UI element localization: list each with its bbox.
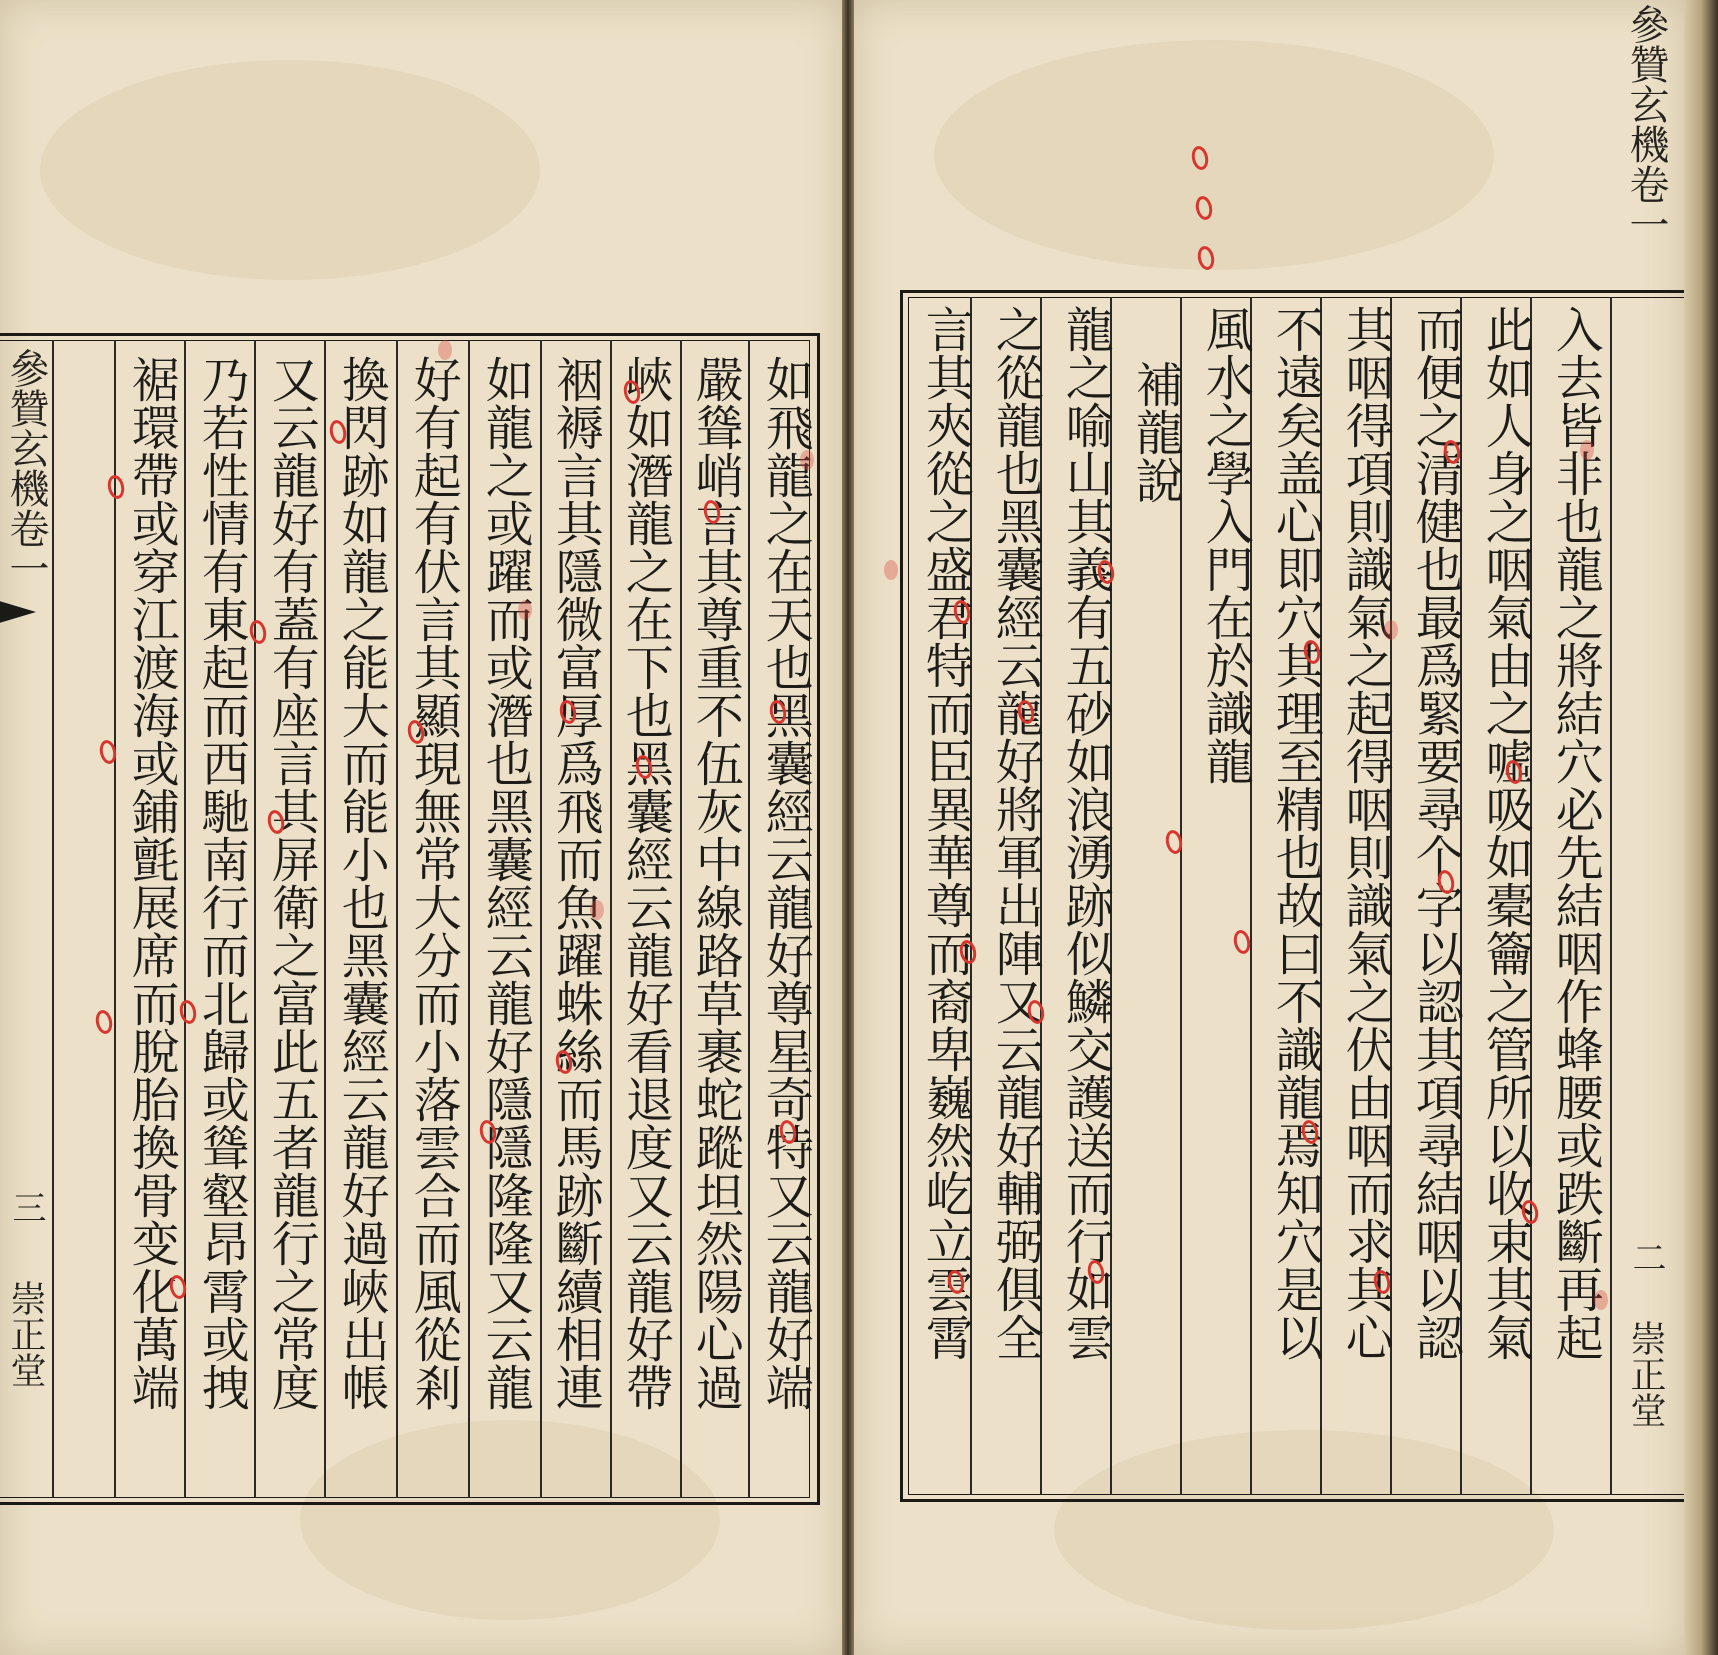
red-ink-blot xyxy=(1384,620,1398,640)
text-column: 龍之喻山其義有五砂如浪湧跡似鱗交護送而行如雲 xyxy=(1057,305,1114,1361)
text-column: 裾環帶或穿江渡海或鋪氈展席而脫胎換骨变化萬端 xyxy=(123,355,180,1411)
text-column: 如龍之或躍而或潛也黑囊經云龍好隱隱隆隆又云龍 xyxy=(477,355,534,1411)
book-gutter xyxy=(842,0,854,1655)
red-ink-blot xyxy=(438,340,452,360)
column-rule xyxy=(680,340,682,1498)
red-ink-blot xyxy=(1594,1290,1608,1310)
text-column: 言其夾從之盛君特而臣異華尊而裔卑巍然屹立雲霄 xyxy=(917,305,974,1361)
column-rule xyxy=(184,340,186,1498)
text-column: 而便之清健也最爲緊要尋个字以認其項尋結咽以認 xyxy=(1407,305,1464,1361)
column-rule xyxy=(540,340,542,1498)
text-column: 其咽得項則識氣之起得咽則識氣之伏由咽而求其心 xyxy=(1337,305,1394,1361)
column-rule xyxy=(324,340,326,1498)
red-ink-blot xyxy=(1580,440,1594,460)
section-heading: 補龍說 xyxy=(1127,360,1184,504)
red-ink-blot xyxy=(884,560,898,580)
left-page-number: 三 xyxy=(6,1190,46,1224)
column-rule xyxy=(468,340,470,1498)
column-rule xyxy=(114,340,116,1498)
right-page-number: 二 xyxy=(1626,1240,1666,1274)
text-column: 風水之學入門在於識龍 xyxy=(1197,305,1254,785)
column-rule xyxy=(396,340,398,1498)
text-column: 入去皆非也龍之將結穴必先結咽作蜂腰或跌斷再起 xyxy=(1547,305,1604,1361)
paper-stain xyxy=(40,60,540,280)
text-column: 嚴聳峭言其尊重不伍灰中線路草裹蛇蹤坦然陽心過 xyxy=(687,355,744,1411)
column-rule xyxy=(748,340,750,1498)
red-ink-blot xyxy=(518,600,532,620)
text-column: 此如人身之咽氣由之噓吸如橐籥之管所以收束其氣 xyxy=(1477,305,1534,1361)
text-column: 峽如潛龍之在下也黑囊經云龍好看退度又云龍好帶 xyxy=(617,355,674,1411)
left-margin-title: 參贊玄機卷一 xyxy=(3,348,49,588)
text-column: 不遠矣盖心即穴其理至精也故曰不識龍焉知穴是以 xyxy=(1267,305,1324,1361)
text-column: 換閃跡如龍之能大而能小也黑囊經云龍好過峽出帳 xyxy=(333,355,390,1411)
text-column: 之從龍也黑囊經云龍好將軍出陣又云龍好輔弼俱全 xyxy=(987,305,1044,1361)
left-publisher: 崇正堂 xyxy=(5,1280,46,1388)
red-ink-blot xyxy=(800,450,814,470)
text-column: 裀褥言其隱微富厚爲飛而魚躍蛛絲而馬跡斷續相連 xyxy=(547,355,604,1411)
text-column: 好有起有伏言其顯現無常大分而小落雲合而風從剎 xyxy=(405,355,462,1411)
right-page xyxy=(854,0,1684,1655)
paper-stain xyxy=(934,40,1494,270)
right-publisher: 崇正堂 xyxy=(1625,1320,1666,1428)
text-column: 乃若性情有東起而西馳南行而北歸或聳壑昂霄或拽 xyxy=(193,355,250,1411)
red-ink-blot xyxy=(590,900,604,920)
column-rule xyxy=(52,340,54,1498)
fishtail-mark xyxy=(0,600,36,624)
text-column: 又云龍好有蓋有座言其屏衛之富此五者龍行之常度 xyxy=(263,355,320,1411)
left-page xyxy=(0,0,842,1655)
right-margin-title: 參贊玄機卷一 xyxy=(1623,4,1669,244)
text-column: 如飛龍之在天也黑囊經云龍好尊星奇特又云龍好端 xyxy=(757,355,814,1411)
column-rule xyxy=(610,340,612,1498)
column-rule xyxy=(254,340,256,1498)
book-fore-edge xyxy=(1684,0,1718,1655)
column-rule xyxy=(1610,297,1612,1495)
